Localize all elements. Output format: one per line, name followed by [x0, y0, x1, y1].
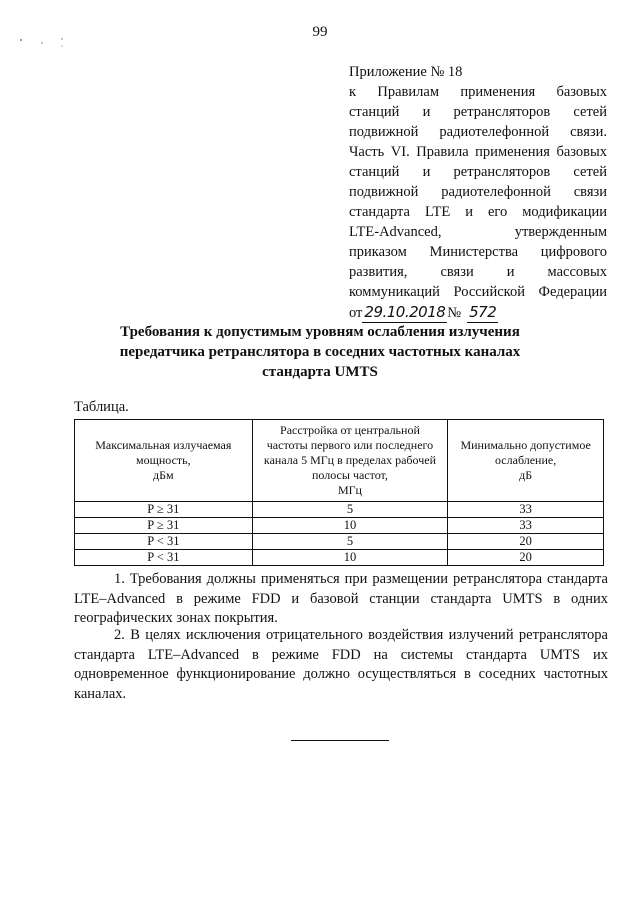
- appendix-word: ретрансляторов: [453, 104, 551, 120]
- appendix-word: и: [422, 164, 431, 180]
- header-line: мощность,: [136, 453, 191, 467]
- appendix-word: приказом: [349, 244, 407, 260]
- appendix-word: связи: [440, 264, 474, 280]
- appendix-word: подвижной: [349, 124, 419, 140]
- appendix-word: Министерства: [429, 244, 519, 260]
- table-cell: 33: [448, 502, 604, 518]
- table-body: [75, 502, 604, 566]
- appendix-word: радиотелефонной: [441, 184, 551, 200]
- appendix-word: Российской: [453, 284, 525, 300]
- paragraph-2: 2. В целях исключения отрицательного воздействия излучений ретранслятора стандарта LTE–Advanced в режиме FDD на системы стандарта UMTS их одновременное функционирование должно осуществляться в соседних частотных каналах.: [74, 627, 608, 702]
- appendix-word: радиотелефонной: [439, 124, 550, 140]
- appendix-word: сетей: [573, 164, 607, 180]
- appendix-line: [349, 222, 607, 242]
- header-line: ослабление,: [495, 453, 557, 467]
- appendix-word: применения: [460, 84, 536, 100]
- table-cell: 10: [252, 550, 448, 566]
- appendix-word: и: [422, 104, 431, 120]
- appendix-word: коммуникаций: [349, 284, 440, 300]
- header-max-power: [75, 420, 253, 502]
- appendix-block: [349, 62, 607, 322]
- appendix-word: цифрового: [540, 244, 608, 260]
- page-number: 99: [312, 24, 328, 40]
- appendix-word: базовых: [556, 144, 607, 160]
- document-heading: [90, 322, 550, 382]
- appendix-line: [349, 142, 607, 162]
- table-row: [75, 534, 604, 550]
- appendix-word: станций: [349, 164, 400, 180]
- appendix-word: Федерации: [538, 284, 607, 300]
- table-cell: P ≥ 31: [75, 502, 253, 518]
- appendix-word: станций: [349, 104, 400, 120]
- header-detuning: [252, 420, 448, 502]
- header-line: Расстройка от центральной: [280, 423, 420, 437]
- appendix-word: VI.: [390, 144, 410, 160]
- table-cell: 5: [252, 534, 448, 550]
- header-line: частоты первого или последнего: [266, 438, 434, 452]
- table-caption: Таблица.: [74, 399, 129, 415]
- appendix-word: стандарта: [349, 204, 410, 220]
- appendix-signature-line: [349, 302, 607, 322]
- appendix-line: [349, 122, 607, 142]
- appendix-word: к: [349, 84, 357, 100]
- appendix-word: связи.: [570, 124, 607, 140]
- table-row: [75, 550, 604, 566]
- appendix-word: и: [465, 204, 473, 220]
- appendix-word: развития,: [349, 264, 408, 280]
- paragraph-1: 1. Требования должны применяться при размещении ретранслятора стандарта LTE–Advanced в режиме FDD и базовой станции стандарта UMTS в одних географических зонах покрытия.: [74, 571, 608, 626]
- appendix-line: [349, 202, 607, 222]
- appendix-line: [349, 82, 607, 102]
- header-line: полосы частот,: [312, 468, 388, 482]
- table-header-row: [75, 420, 604, 502]
- appendix-line: [349, 262, 607, 282]
- appendix-line: [349, 102, 607, 122]
- appendix-line: [349, 162, 607, 182]
- appendix-line: [349, 242, 607, 262]
- heading-line: Требования к допустимым уровням ослабления излучения: [120, 324, 520, 340]
- appendix-word: сетей: [573, 104, 607, 120]
- table-cell: 20: [448, 534, 604, 550]
- appendix-word: Часть: [349, 144, 385, 160]
- header-line: дБм: [153, 468, 174, 482]
- appendix-word: LTE-Advanced,: [349, 224, 442, 240]
- appendix-word: утвержденным: [514, 224, 607, 240]
- header-line: МГц: [337, 483, 362, 497]
- table-cell: 20: [448, 550, 604, 566]
- appendix-word: применения: [475, 144, 550, 160]
- appendix-word: и: [506, 264, 515, 280]
- appendix-title: Приложение № 18: [349, 64, 463, 80]
- header-min-attenuation: [448, 420, 604, 502]
- appendix-word: Правилам: [377, 84, 440, 100]
- header-line: Минимально допустимое: [460, 438, 591, 452]
- header-line: канала 5 МГц в пределах рабочей: [263, 453, 436, 467]
- header-line: дБ: [519, 468, 533, 482]
- appendix-word: его: [487, 204, 508, 220]
- handwritten-number: 572: [469, 303, 497, 321]
- appendix-number-label: №: [447, 305, 462, 321]
- appendix-word: LTE: [424, 204, 451, 220]
- table-row: [75, 502, 604, 518]
- appendix-word: массовых: [547, 264, 608, 280]
- appendix-word: ретрансляторов: [453, 164, 551, 180]
- header-line: Максимальная излучаемая: [95, 438, 232, 452]
- table-cell: 5: [252, 502, 448, 518]
- table-cell: P < 31: [75, 550, 253, 566]
- appendix-word: Правила: [416, 144, 469, 160]
- appendix-word: модификации: [522, 204, 608, 220]
- heading-line: передатчика ретранслятора в соседних частотных каналах: [119, 344, 521, 360]
- appendix-word: базовых: [556, 84, 608, 100]
- table-cell: 10: [252, 518, 448, 534]
- appendix-line: [349, 182, 607, 202]
- appendix-lines: [349, 82, 607, 302]
- table-cell: P ≥ 31: [75, 518, 253, 534]
- appendix-word: подвижной: [349, 184, 419, 200]
- handwritten-date: 29.10.2018: [364, 303, 446, 321]
- table-row: [75, 518, 604, 534]
- heading-line: стандарта UMTS: [262, 364, 378, 380]
- appendix-word: связи: [573, 184, 607, 200]
- appendix-line: [349, 282, 607, 302]
- table-cell: 33: [448, 518, 604, 534]
- requirements-table: [74, 419, 604, 566]
- closing-rule: [291, 740, 389, 741]
- table-cell: P < 31: [75, 534, 253, 550]
- appendix-from-label: от: [349, 305, 363, 321]
